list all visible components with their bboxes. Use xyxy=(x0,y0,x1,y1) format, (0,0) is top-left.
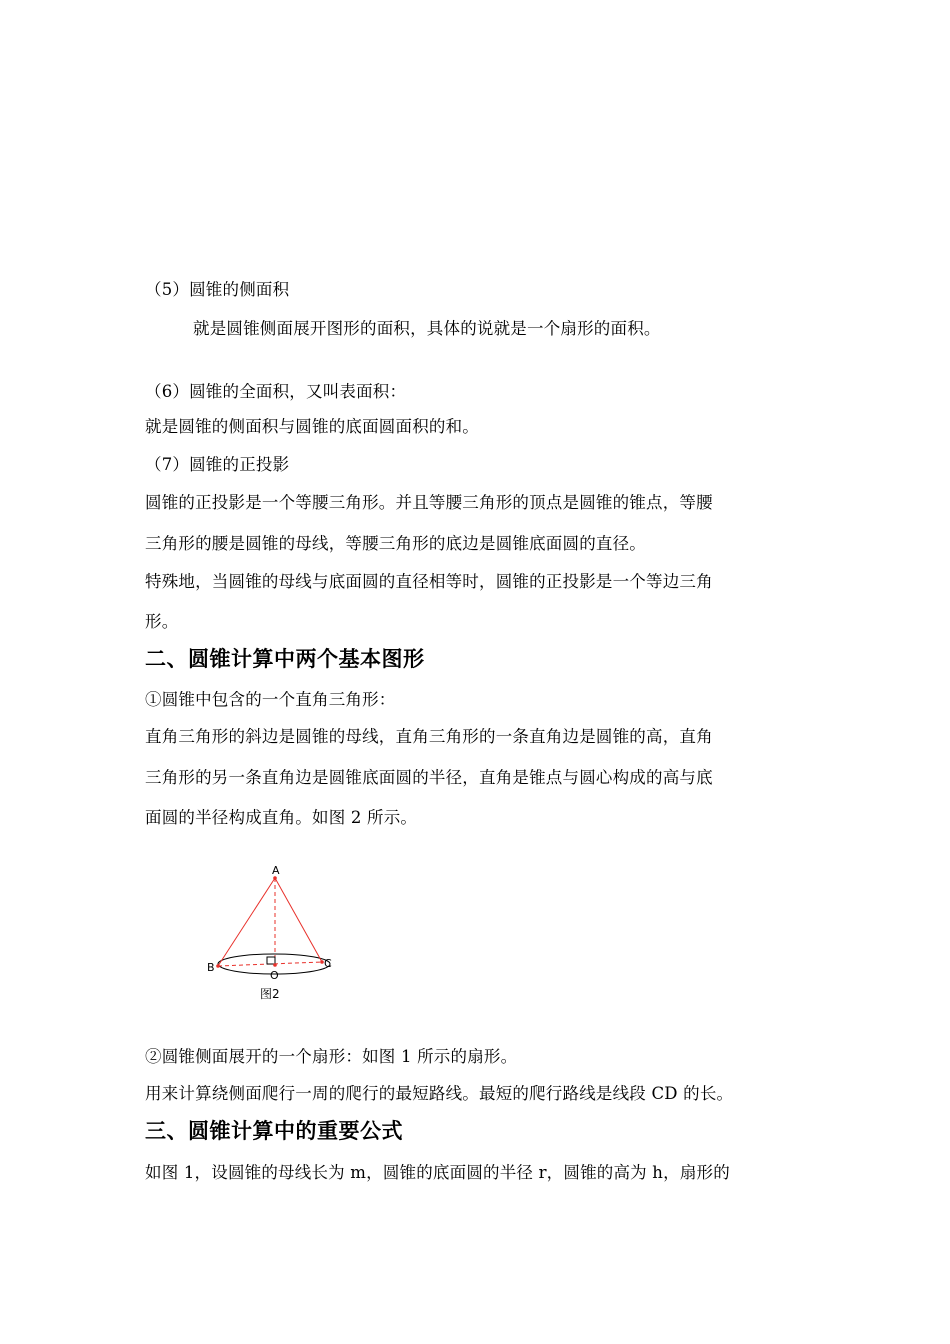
part-2-item2-title: ②圆锥侧面展开的一个扇形：如图 1 所示的扇形。 xyxy=(145,1047,518,1066)
section-6-title: （6）圆锥的全面积，又叫表面积： xyxy=(145,382,407,401)
section-7-title: （7）圆锥的正投影 xyxy=(145,455,290,474)
cone-side-ab xyxy=(218,878,275,966)
section-7-body-line4: 形。 xyxy=(145,612,179,631)
point-b xyxy=(216,964,220,968)
section-7-body-line2: 三角形的腰是圆锥的母线，等腰三角形的底边是圆锥底面圆的直径。 xyxy=(145,534,646,553)
part-3-heading: 三、圆锥计算中的重要公式 xyxy=(145,1119,403,1143)
part-2-item1-body-line1: 直角三角形的斜边是圆锥的母线，直角三角形的一条直角边是圆锥的高，直角 xyxy=(145,727,713,746)
part-3-body-line1: 如图 1，设圆锥的母线长为 m，圆锥的底面圆的半径 r，圆锥的高为 h，扇形的 xyxy=(145,1163,730,1182)
point-o xyxy=(273,963,277,967)
cone-figure-2 xyxy=(200,858,350,1008)
part-2-item1-body-line2: 三角形的另一条直角边是圆锥底面圆的半径，直角是锥点与圆心构成的高与底 xyxy=(145,768,713,787)
section-7-body-line1: 圆锥的正投影是一个等腰三角形。并且等腰三角形的顶点是圆锥的锥点，等腰 xyxy=(145,493,713,512)
label-b: B xyxy=(207,961,215,974)
right-angle-mark xyxy=(267,957,275,964)
label-a: A xyxy=(272,864,280,877)
part-2-item1-title: ①圆锥中包含的一个直角三角形： xyxy=(145,690,396,709)
figure-caption: 图2 xyxy=(260,987,280,1001)
section-6-body: 就是圆锥的侧面积与圆锥的底面圆面积的和。 xyxy=(145,417,479,436)
label-o: O xyxy=(270,969,279,982)
section-5-title: （5）圆锥的侧面积 xyxy=(145,280,290,299)
section-7-body-line3: 特殊地，当圆锥的母线与底面圆的直径相等时，圆锥的正投影是一个等边三角 xyxy=(145,572,713,591)
part-2-heading: 二、圆锥计算中两个基本图形 xyxy=(145,647,425,671)
section-5-body: 就是圆锥侧面展开图形的面积，具体的说就是一个扇形的面积。 xyxy=(193,319,661,338)
label-c: C xyxy=(324,957,332,970)
cone-side-ac xyxy=(275,878,322,962)
part-2-item2-body: 用来计算绕侧面爬行一周的爬行的最短路线。最短的爬行路线是线段 CD 的长。 xyxy=(145,1084,734,1103)
part-2-item1-body-line3: 面圆的半径构成直角。如图 2 所示。 xyxy=(145,808,418,827)
